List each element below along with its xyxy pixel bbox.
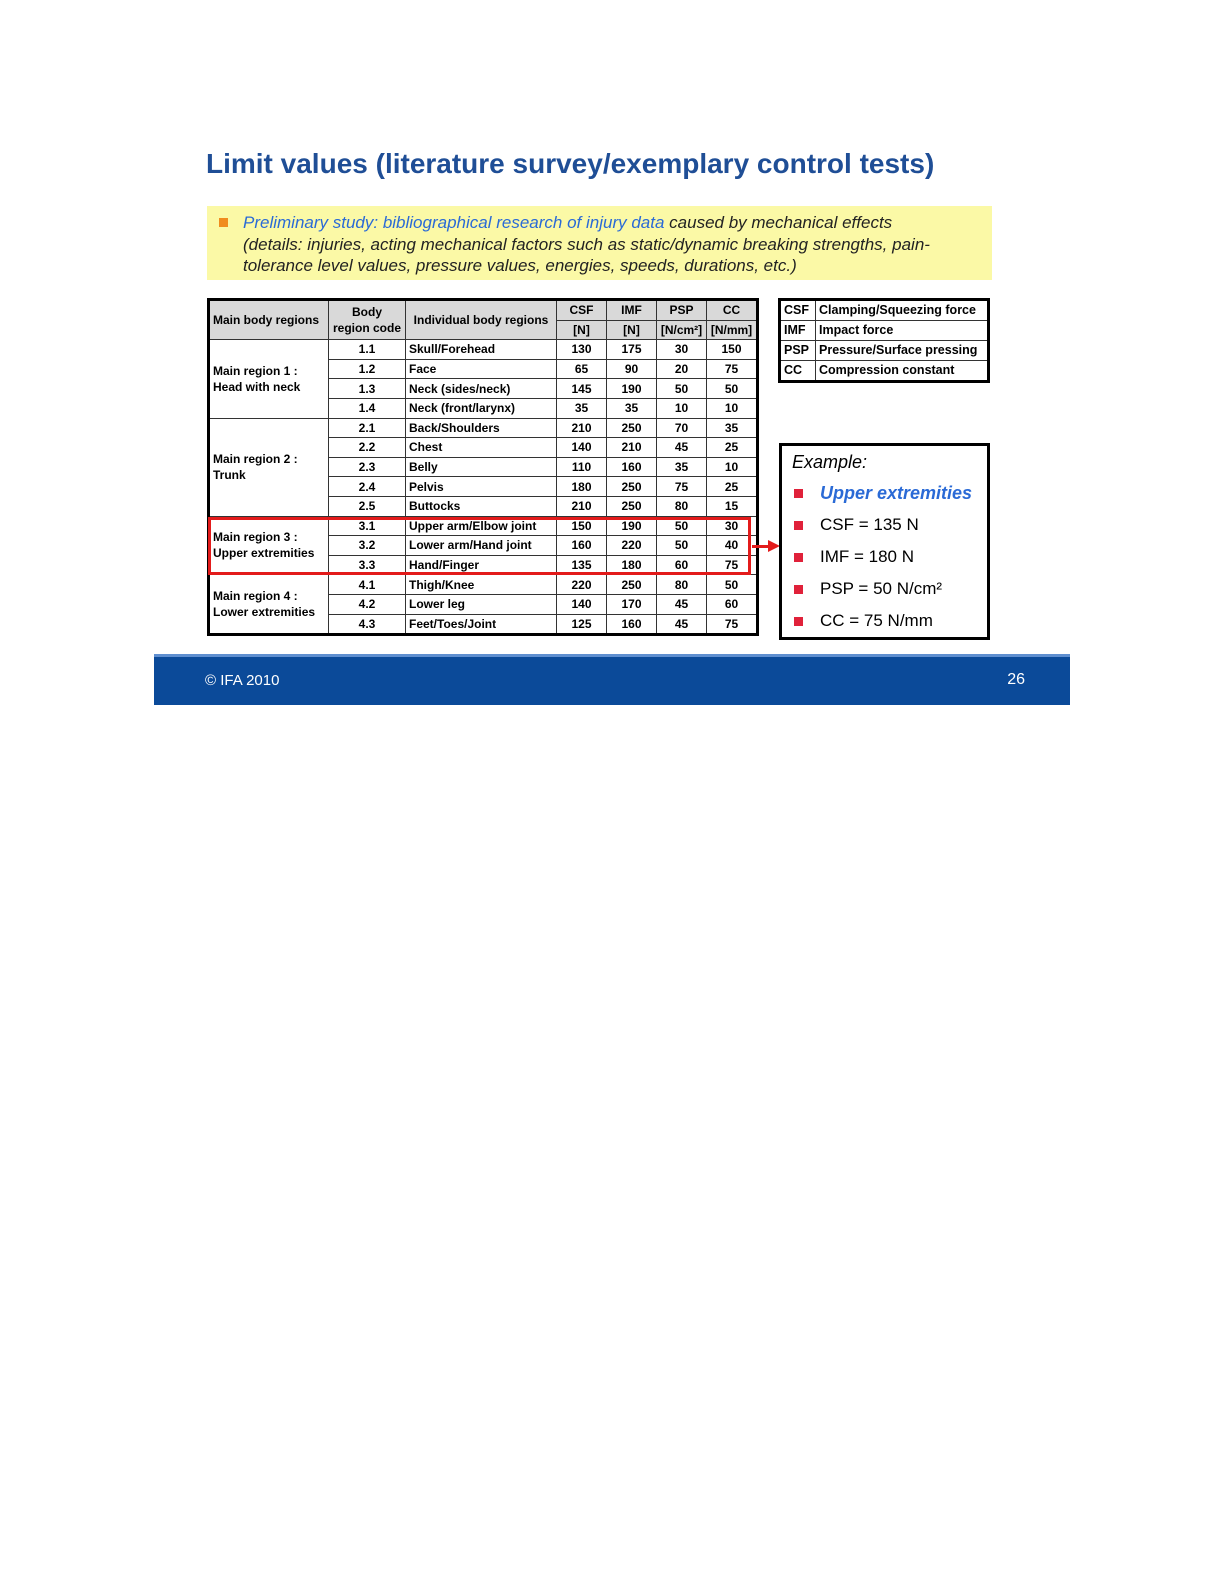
copyright: © IFA 2010 [205, 672, 280, 689]
footer-bar [154, 654, 1070, 705]
code-cell: 2.4 [329, 477, 406, 497]
table-row [209, 340, 758, 360]
bullet-icon [794, 553, 803, 562]
csf-cell: 145 [557, 379, 607, 399]
code-cell: 1.1 [329, 340, 406, 360]
psp-cell: 10 [657, 398, 707, 418]
psp-cell: 30 [657, 340, 707, 360]
unit-cc: [N/mm] [707, 320, 758, 340]
header-psp: PSP [657, 300, 707, 321]
csf-cell: 135 [557, 555, 607, 575]
csf-cell: 140 [557, 594, 607, 614]
bullet-icon [794, 489, 803, 498]
bullet-icon [794, 521, 803, 530]
list-item: Upper extremities [792, 477, 987, 509]
region-cell: Belly [406, 457, 557, 477]
psp-cell: 50 [657, 536, 707, 556]
code-cell: 4.1 [329, 575, 406, 595]
psp-cell: 45 [657, 614, 707, 635]
code-cell: 2.3 [329, 457, 406, 477]
imf-cell: 90 [607, 359, 657, 379]
code-cell: 4.2 [329, 594, 406, 614]
imf-cell: 220 [607, 536, 657, 556]
example-list [792, 477, 987, 637]
imf-cell: 190 [607, 516, 657, 536]
cc-cell: 25 [707, 477, 758, 497]
code-cell: 1.3 [329, 379, 406, 399]
region-cell: Lower leg [406, 594, 557, 614]
psp-cell: 50 [657, 379, 707, 399]
psp-cell: 35 [657, 457, 707, 477]
cc-cell: 35 [707, 418, 758, 438]
legend-row [780, 300, 989, 321]
csf-cell: 140 [557, 438, 607, 458]
psp-cell: 70 [657, 418, 707, 438]
intro-highlight: Preliminary study: bibliographical research of injury data [243, 213, 665, 232]
region-cell: Neck (sides/neck) [406, 379, 557, 399]
cc-cell: 75 [707, 614, 758, 635]
cc-cell: 75 [707, 359, 758, 379]
page-title: Limit values (literature survey/exemplary control tests) [206, 148, 935, 179]
list-item: IMF = 180 N [792, 541, 987, 573]
region-cell: Face [406, 359, 557, 379]
region-cell: Thigh/Knee [406, 575, 557, 595]
header-imf: IMF [607, 300, 657, 321]
example-box [779, 443, 990, 640]
list-item: CSF = 135 N [792, 509, 987, 541]
header-csf: CSF [557, 300, 607, 321]
table-row [209, 418, 758, 438]
unit-imf: [N] [607, 320, 657, 340]
region-1: Main region 1 : Head with neck [209, 340, 329, 418]
region-3: Main region 3 : Upper extremities [209, 516, 329, 575]
csf-cell: 210 [557, 418, 607, 438]
csf-cell: 130 [557, 340, 607, 360]
unit-csf: [N] [557, 320, 607, 340]
header-region-code: Body region code [329, 300, 406, 340]
imf-cell: 170 [607, 594, 657, 614]
bullet-icon [794, 617, 803, 626]
csf-cell: 35 [557, 398, 607, 418]
csf-cell: 180 [557, 477, 607, 497]
cc-cell: 60 [707, 594, 758, 614]
csf-cell: 125 [557, 614, 607, 635]
imf-cell: 35 [607, 398, 657, 418]
cc-cell: 150 [707, 340, 758, 360]
region-2: Main region 2 : Trunk [209, 418, 329, 516]
legend-desc: Impact force [816, 321, 989, 341]
imf-cell: 190 [607, 379, 657, 399]
psp-cell: 45 [657, 438, 707, 458]
cc-cell: 30 [707, 516, 758, 536]
legend-abbr: CSF [780, 300, 816, 321]
psp-cell: 60 [657, 555, 707, 575]
region-cell: Lower arm/Hand joint [406, 536, 557, 556]
legend-row [780, 341, 989, 361]
cc-cell: 10 [707, 457, 758, 477]
imf-cell: 175 [607, 340, 657, 360]
legend-desc: Pressure/Surface pressing [816, 341, 989, 361]
bullet-icon [219, 218, 228, 227]
legend-desc: Clamping/Squeezing force [816, 300, 989, 321]
cc-cell: 50 [707, 379, 758, 399]
list-item: PSP = 50 N/cm² [792, 573, 987, 605]
imf-cell: 180 [607, 555, 657, 575]
region-4: Main region 4 : Lower extremities [209, 575, 329, 635]
bullet-icon [794, 585, 803, 594]
example-title: Example: [792, 452, 868, 472]
psp-cell: 80 [657, 496, 707, 516]
legend-abbr: CC [780, 361, 816, 382]
abbreviation-legend [778, 298, 990, 383]
csf-cell: 210 [557, 496, 607, 516]
list-item: CC = 75 N/mm [792, 605, 987, 637]
code-cell: 2.5 [329, 496, 406, 516]
code-cell: 3.3 [329, 555, 406, 575]
imf-cell: 250 [607, 418, 657, 438]
imf-cell: 160 [607, 457, 657, 477]
imf-cell: 250 [607, 477, 657, 497]
code-cell: 1.2 [329, 359, 406, 379]
cc-cell: 75 [707, 555, 758, 575]
psp-cell: 45 [657, 594, 707, 614]
region-cell: Back/Shoulders [406, 418, 557, 438]
imf-cell: 210 [607, 438, 657, 458]
region-cell: Upper arm/Elbow joint [406, 516, 557, 536]
imf-cell: 160 [607, 614, 657, 635]
legend-abbr: IMF [780, 321, 816, 341]
legend-row [780, 321, 989, 341]
region-cell: Neck (front/larynx) [406, 398, 557, 418]
page-number: 26 [1007, 671, 1025, 688]
table-row [209, 575, 758, 595]
region-cell: Feet/Toes/Joint [406, 614, 557, 635]
intro-line-2: (details: injuries, acting mechanical factors such as static/dynamic breaking strengths, pain- [243, 234, 930, 254]
csf-cell: 160 [557, 536, 607, 556]
csf-cell: 150 [557, 516, 607, 536]
code-cell: 1.4 [329, 398, 406, 418]
cc-cell: 15 [707, 496, 758, 516]
header-individual-regions: Individual body regions [406, 300, 557, 340]
code-cell: 2.2 [329, 438, 406, 458]
legend-abbr: PSP [780, 341, 816, 361]
code-cell: 3.2 [329, 536, 406, 556]
header-main-regions: Main body regions [209, 300, 329, 340]
region-cell: Buttocks [406, 496, 557, 516]
region-cell: Skull/Forehead [406, 340, 557, 360]
unit-psp: [N/cm²] [657, 320, 707, 340]
table-row [209, 516, 758, 536]
legend-row [780, 361, 989, 382]
region-cell: Hand/Finger [406, 555, 557, 575]
psp-cell: 50 [657, 516, 707, 536]
csf-cell: 110 [557, 457, 607, 477]
cc-cell: 50 [707, 575, 758, 595]
code-cell: 4.3 [329, 614, 406, 635]
limit-values-table [207, 298, 759, 636]
cc-cell: 10 [707, 398, 758, 418]
psp-cell: 20 [657, 359, 707, 379]
intro-box [207, 206, 992, 280]
cc-cell: 40 [707, 536, 758, 556]
region-cell: Pelvis [406, 477, 557, 497]
csf-cell: 220 [557, 575, 607, 595]
imf-cell: 250 [607, 496, 657, 516]
psp-cell: 80 [657, 575, 707, 595]
header-cc: CC [707, 300, 758, 321]
psp-cell: 75 [657, 477, 707, 497]
code-cell: 3.1 [329, 516, 406, 536]
region-cell: Chest [406, 438, 557, 458]
intro-line-3: tolerance level values, pressure values, energies, speeds, durations, etc.) [243, 256, 797, 275]
imf-cell: 250 [607, 575, 657, 595]
code-cell: 2.1 [329, 418, 406, 438]
intro-text: caused by mechanical effects [664, 213, 893, 232]
csf-cell: 65 [557, 359, 607, 379]
legend-desc: Compression constant [816, 361, 989, 382]
cc-cell: 25 [707, 438, 758, 458]
